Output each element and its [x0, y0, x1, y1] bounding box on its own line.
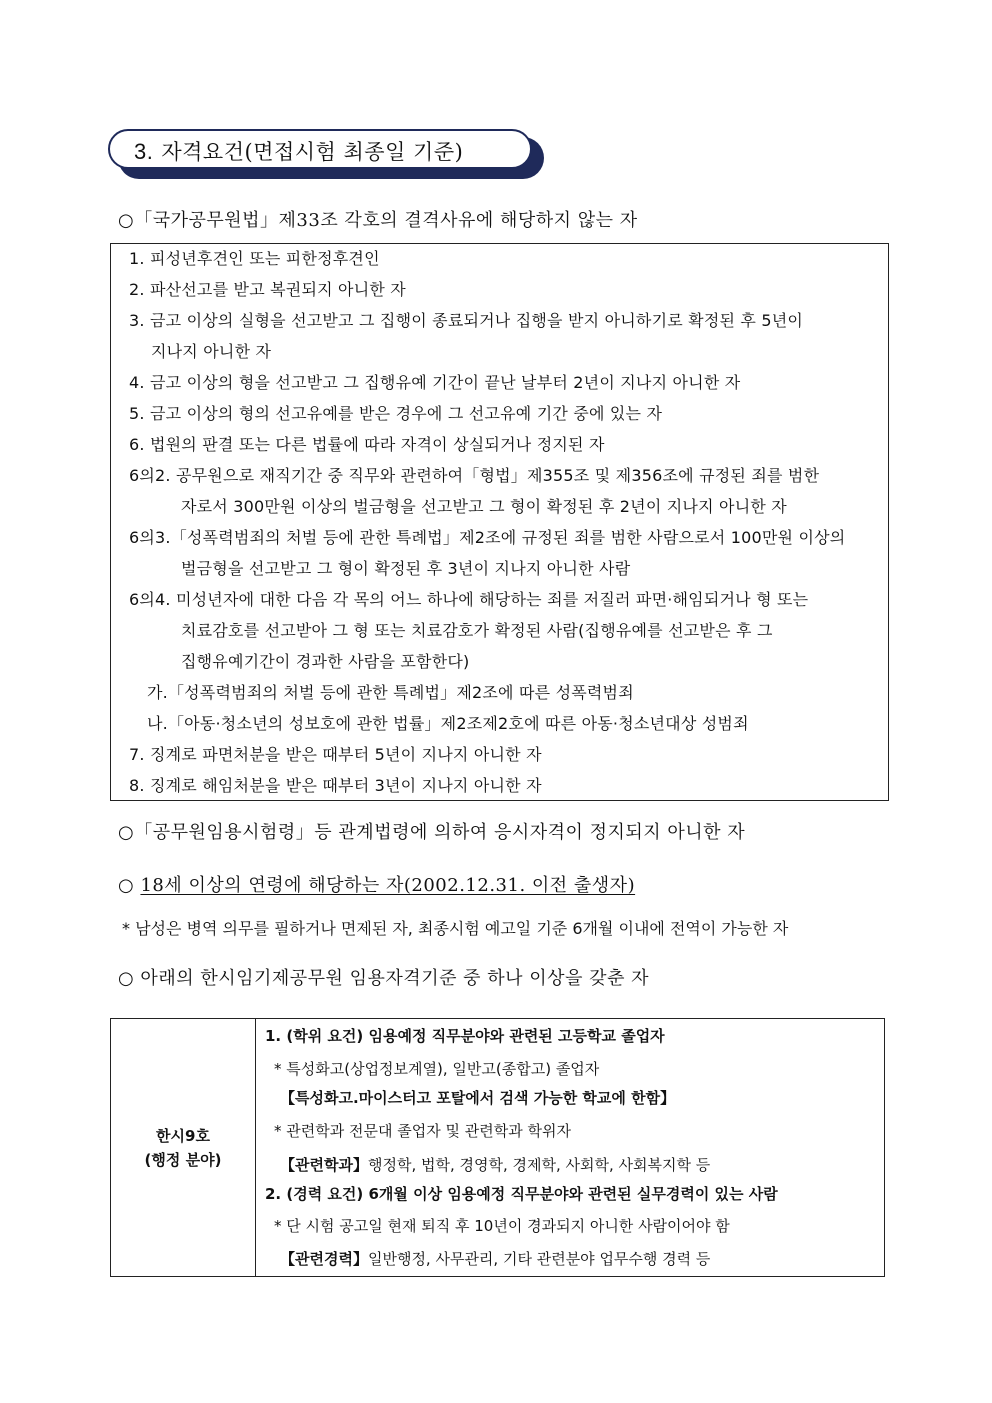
- list-item-continuation: 치료감호를 선고받아 그 형 또는 치료감호가 확정된 사람(집행유예를 선고받은 후 그: [181, 621, 773, 640]
- list-item-continuation: 집행유예기간이 경과한 사람을 포함한다): [181, 652, 470, 671]
- list-subitem: 가.「성폭력범죄의 처벌 등에 관한 특례법」제2조에 따른 성폭력범죄: [147, 683, 634, 702]
- category-cell: [111, 1019, 256, 1277]
- list-item: 8. 징계로 해임처분을 받은 때부터 3년이 지나지 아니한 자: [129, 776, 542, 795]
- heading-capsule: [108, 129, 532, 169]
- req2-experience: [280, 1248, 710, 1269]
- req2-title: 2. (경력 요건) 6개월 이상 임용예정 직무분야와 관련된 실무경력이 있는 사람: [265, 1185, 778, 1203]
- condition-1: ○「국가공무원법」제33조 각호의 결격사유에 해당하지 않는 자: [118, 210, 638, 231]
- req2-exp-label: 【관련경력】: [280, 1250, 368, 1268]
- section-number: 3.: [134, 139, 154, 164]
- disqualification-box: [110, 243, 889, 801]
- category-line-1: 한시9호: [156, 1126, 210, 1145]
- req1-note-1: * 특성화고(상업정보계열), 일반고(종합고) 졸업자: [274, 1060, 600, 1078]
- condition-3-text: 18세 이상의 연령에 해당하는 자(2002.12.31. 이전 출생자): [140, 875, 636, 896]
- section-heading: [108, 129, 546, 181]
- req1-dept-text: 행정학, 법학, 경영학, 경제학, 사회학, 사회복지학 등: [367, 1156, 711, 1174]
- list-item: 6의2. 공무원으로 재직기간 중 직무와 관련하여「형법」제355조 및 제356조에 규정된 죄를 범한: [129, 466, 820, 485]
- condition-4: ○ 아래의 한시임기제공무원 임용자격기준 중 하나 이상을 갖춘 자: [118, 968, 650, 989]
- list-subitem: 나.「아동·청소년의 성보호에 관한 법률」제2조제2호에 따른 아동·청소년대상 성범죄: [147, 714, 749, 733]
- req1-note-2: 【특성화고.마이스터고 포탈에서 검색 가능한 학교에 한함】: [280, 1089, 676, 1107]
- list-item: 6의4. 미성년자에 대한 다음 각 목의 어느 하나에 해당하는 죄를 저질러 파면·해임되거나 형 또는: [129, 590, 809, 609]
- condition-3-prefix: ○: [118, 875, 141, 896]
- list-item: 6. 법원의 판결 또는 다른 법률에 따라 자격이 상실되거나 정지된 자: [129, 435, 605, 454]
- criteria-table: [110, 1018, 885, 1277]
- req1-departments: [280, 1154, 710, 1175]
- list-item: 2. 파산선고를 받고 복권되지 아니한 자: [129, 280, 406, 299]
- list-item-continuation: 지나지 아니한 자: [151, 342, 272, 361]
- list-item-continuation: 자로서 300만원 이상의 벌금형을 선고받고 그 형이 확정된 후 2년이 지나지 아니한 자: [181, 497, 787, 516]
- req2-exp-text: 일반행정, 사무관리, 기타 관련분야 업무수행 경력 등: [367, 1250, 711, 1268]
- section-title: 자격요건(면접시험 최종일 기준): [161, 140, 464, 164]
- list-item: 7. 징계로 파면처분을 받은 때부터 5년이 지나지 아니한 자: [129, 745, 542, 764]
- req1-dept-label: 【관련학과】: [280, 1156, 368, 1174]
- military-note: * 남성은 병역 의무를 필하거나 면제된 자, 최종시험 예고일 기준 6개월 이내에 전역이 가능한 자: [122, 919, 789, 938]
- list-item: 4. 금고 이상의 형을 선고받고 그 집행유예 기간이 끝난 날부터 2년이 지나지 아니한 자: [129, 373, 741, 392]
- requirements-cell: [256, 1019, 885, 1277]
- req1-title: 1. (학위 요건) 임용예정 직무분야와 관련된 고등학교 졸업자: [265, 1027, 665, 1045]
- list-item: 5. 금고 이상의 형의 선고유예를 받은 경우에 그 선고유예 기간 중에 있는 자: [129, 404, 663, 423]
- req2-note-1: * 단 시험 공고일 현재 퇴직 후 10년이 경과되지 아니한 사람이어야 함: [274, 1217, 730, 1235]
- req1-note-3: * 관련학과 전문대 졸업자 및 관련학과 학위자: [274, 1122, 571, 1140]
- condition-3: [118, 871, 635, 897]
- list-item: 6의3.「성폭력범죄의 처벌 등에 관한 특례법」제2조에 규정된 죄를 범한 사람으로서 100만원 이상의: [129, 528, 846, 547]
- list-item-continuation: 벌금형을 선고받고 그 형이 확정된 후 3년이 지나지 아니한 사람: [181, 559, 631, 578]
- list-item: 3. 금고 이상의 실형을 선고받고 그 집행이 종료되거나 집행을 받지 아니하기로 확정된 후 5년이: [129, 311, 804, 330]
- category-line-2: (행정 분야): [144, 1150, 222, 1169]
- heading-text: [134, 136, 463, 166]
- condition-2: ○「공무원임용시험령」등 관계법령에 의하여 응시자격이 정지되지 아니한 자: [118, 822, 746, 843]
- list-item: 1. 피성년후견인 또는 피한정후견인: [129, 249, 380, 268]
